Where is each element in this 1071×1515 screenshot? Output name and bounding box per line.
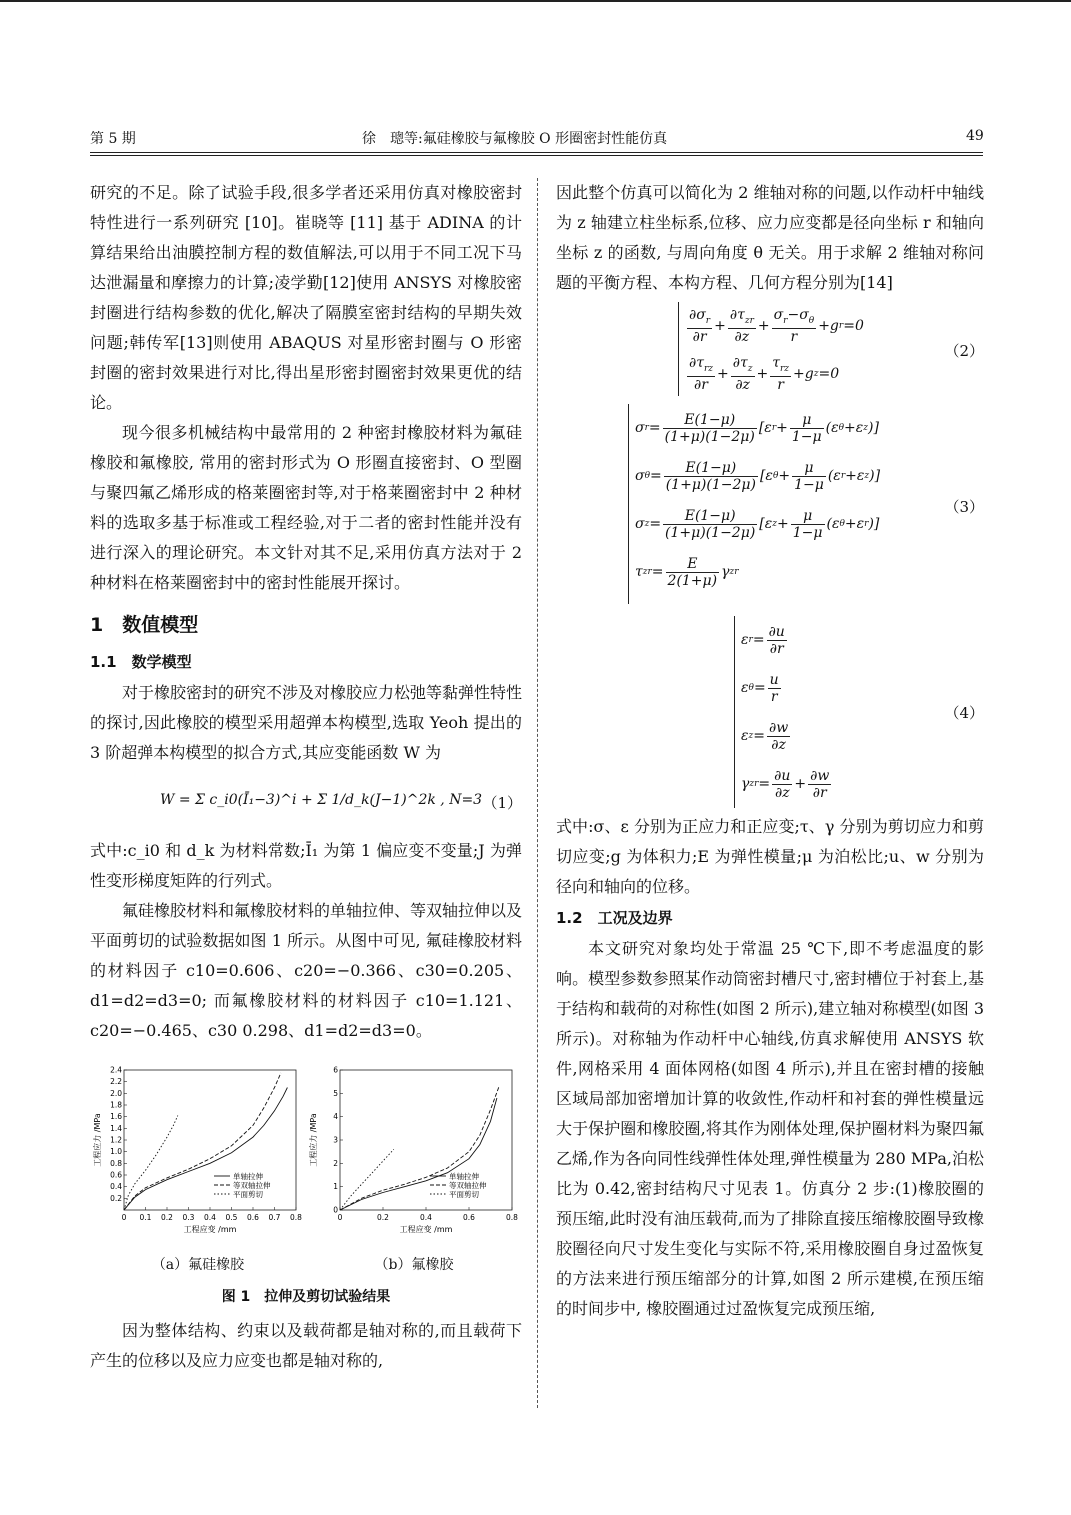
series-line (340, 1149, 394, 1210)
y-tick-label: 1.6 (110, 1112, 122, 1122)
y-tick-label: 0.2 (110, 1193, 122, 1203)
equation-number: （2） (944, 342, 984, 360)
paragraph: 研究的不足。除了试验手段,很多学者还采用仿真对橡胶密封特性进行一系列研究 [10]。崔晓等 [11] 基于 ADINA 的计算结果给出油膜控制方程的数值解法,可以用于不同工况下马达泄漏量和摩擦力的计算;凌学勤[12]使用 ANSYS 对橡胶密封圈进行结构参数的优化,解决了隔膜室密封结构的早期失效问题;韩传军[13]则使用 ABAQUS 对星形密封圈与 O 形密封圈的密封效果进行对比,得出星形密封圈密封效果更优的结论。 (90, 183, 522, 412)
x-tick-label: 0 (337, 1213, 343, 1222)
equation-4-line-3: ε z = $\frac{\partial w}{\partial z}$ (741, 719, 789, 753)
legend-label: 单轴拉伸 (233, 1172, 263, 1181)
equation-3 (556, 404, 984, 608)
subsection-heading: 1.1 数学模型 (90, 653, 192, 671)
right-column (556, 178, 984, 1324)
y-tick-label: 4 (333, 1112, 338, 1122)
equation-3-line-2: σ θ = $\frac{E(1-\mu)}{(1+\mu)(1-2\mu)}$ [ε θ + $\frac{\mu}{1-\mu}$ (ε r +ε z )] (635, 459, 881, 493)
equation-4-line-1: ε r = $\frac{\partial u}{\partial r}$ (741, 623, 785, 657)
x-tick-label: 0.7 (268, 1213, 281, 1222)
equation-2 (556, 302, 984, 398)
subfigure-caption-b: （b）氟橡胶 (374, 1257, 454, 1273)
header-rule-2 (90, 155, 983, 156)
section-heading: 1 数值模型 (90, 614, 199, 636)
equation-1 (90, 774, 522, 836)
x-tick-label: 0.5 (225, 1213, 238, 1222)
subsection-heading: 1.2 工况及边界 (556, 909, 673, 927)
x-tick-label: 0 (121, 1213, 127, 1222)
y-tick-label: 5 (333, 1088, 338, 1098)
equation-3-line-1: σ r = $\frac{E(1-\mu)}{(1+\mu)(1-2\mu)}$ [ε r + $\frac{\mu}{1-\mu}$ (ε θ +ε z )] (635, 411, 879, 445)
chart-fluorosilicone (90, 1062, 306, 1252)
series-line (124, 1116, 178, 1211)
header-rule (90, 152, 983, 153)
paragraph: 式中:c_i0 和 d_k 为材料常数;Ī₁ 为第 1 偏应变不变量;J 为弹性变形梯度矩阵的行列式。 (90, 841, 522, 890)
subfigure-caption-a: （a）氟硅橡胶 (151, 1257, 245, 1273)
y-tick-label: 3 (333, 1135, 338, 1145)
y-tick-label: 1.2 (110, 1135, 122, 1145)
paragraph: 式中:σ、ε 分别为正应力和正应变;τ、γ 分别为剪切应力和剪切应变;g 为体积力;E 为弹性模量;μ 为泊松比;u、w 分别为径向和轴向的位移。 (556, 817, 984, 896)
figure-caption: 图 1 拉伸及剪切试验结果 (221, 1289, 391, 1305)
y-tick-label: 2.4 (110, 1065, 122, 1075)
legend-label: 等双轴拉伸 (449, 1181, 487, 1190)
y-tick-label: 6 (333, 1065, 338, 1075)
equation-2-brace (678, 302, 864, 396)
equation-2-line-1: $\frac{\partial\sigma_r}{\partial r}$ + $\frac{\partial\tau_{zr}}{\partial z}$ + $\frac{\sigma_r-\sigma_\theta}{r}$ +g r =0 (689, 306, 864, 346)
y-tick-label: 2.0 (110, 1088, 122, 1098)
paragraph: 对于橡胶密封的研究不涉及对橡胶应力松弛等黏弹性特性的探讨,因此橡胶的模型采用超弹本构模型,选取 Yeoh 提出的 3 阶超弹本构模型的拟合方式,其应变能函数 W 为 (90, 683, 523, 762)
x-tick-label: 0.6 (463, 1213, 475, 1222)
paragraph: 因为整体结构、约束以及载荷都是轴对称的,而且载荷下产生的位移以及应力应变也都是轴对称的, (90, 1321, 522, 1370)
x-tick-label: 0.8 (290, 1213, 302, 1222)
y-tick-label: 1.4 (110, 1123, 122, 1133)
y-tick-label: 2.2 (110, 1077, 122, 1087)
x-tick-label: 0.1 (139, 1213, 152, 1222)
paragraph: 本文研究对象均处于常温 25 ℃下,即不考虑温度的影响。模型参数参照某作动筒密封槽尺寸,密封槽位于衬套上,基于结构和载荷的对称性(如图 2 所示),建立轴对称模型(如图 3 所示)。对称轴为作动杆中心轴线,仿真求解使用 ANSYS 软件,网格采用 4 面体网格(如图 4 所示),并且在密封槽的接触区域局部加密增加计算的收敛性,作动杆和衬套的弹性模量远大于保护圈和橡胶圈,将其作为刚体处理,保护圈材料为聚四氟乙烯,作为各向同性线弹性体处理,弹性模量为 280 MPa,泊松比为 0.42,密封结构尺寸见表 1。仿真分 2 步:(1)橡胶圈的预压缩,此时没有油压载荷,而为了排除直接压缩橡胶圈导致橡胶圈径向尺寸发生变化与实际不符,采用橡胶圈自身过盈恢复的方法来进行预压缩部分的计算,如图 2 所示建模,在预压缩的时间步中, 橡胶圈通过过盈恢复完成预压缩, (556, 939, 984, 1318)
paragraph: 现今很多机械结构中最常用的 2 种密封橡胶材料为氟硅橡胶和氟橡胶, 常用的密封形式为 O 形圈直接密封、O 型圈与聚四氟乙烯形成的格莱圈密封等,对于格莱圈密封中 2 种材料的选取多基于标准或工程经验,对于二者的密封性能并没有进行深入的理论研究。本文针对其不足,采用仿真方法对于 2 种材料在格莱圈密封中的密封性能展开探讨。 (90, 423, 522, 592)
y-tick-label: 1.8 (110, 1100, 122, 1110)
paragraph: 氟硅橡胶材料和氟橡胶材料的单轴拉伸、等双轴拉伸以及平面剪切的试验数据如图 1 所示。从图中可见, 氟硅橡胶材料的材料因子 c10=0.606、c20=−0.366、c30=0.205、d1=d2=d3=0; 而氟橡胶材料的材料因子 c10=1.121、c20=−0.465、c30 0.298、d1=d2=d3=0。 (90, 901, 523, 1040)
y-axis-label: 工程应力 /MPa (309, 1113, 318, 1167)
y-tick-label: 0.4 (110, 1182, 122, 1192)
equation-3-line-4: τ zr = $\frac{E}{2(1+\mu)}$ γ zr (635, 555, 739, 589)
left-column (90, 178, 522, 1376)
page-number: 49 (966, 128, 984, 144)
y-tick-label: 1.0 (110, 1147, 122, 1157)
running-title: 徐 璁等:氟硅橡胶与氟橡胶 O 形圈密封性能仿真 (362, 131, 668, 147)
x-tick-label: 0.6 (247, 1213, 259, 1222)
equation-4-line-2: ε θ = $\frac{u}{r}$ (741, 671, 779, 705)
y-tick-label: 1 (333, 1182, 338, 1192)
equation-number: （4） (944, 704, 984, 722)
legend-label: 平面剪切 (449, 1190, 479, 1199)
x-axis-label: 工程应变 /mm (399, 1225, 453, 1234)
column-separator (537, 178, 538, 1408)
equation-4 (556, 616, 984, 812)
legend-label: 单轴拉伸 (449, 1172, 479, 1181)
issue-number: 第 5 期 (90, 131, 136, 147)
paragraph: 因此整个仿真可以简化为 2 维轴对称的问题,以作动杆中轴线为 z 轴建立柱坐标系,位移、应力应变都是径向坐标 r 和轴向坐标 z 的函数, 与周向角度 θ 无关。用于求解 2 维轴对称问题的平衡方程、本构方程、几何方程分别为[14] (556, 183, 984, 292)
x-tick-label: 0.4 (420, 1213, 432, 1222)
x-tick-label: 0.3 (182, 1213, 195, 1222)
equation-1-body: W = Σ c_i0(Ī₁−3)^i + Σ 1/d_k(J−1)^2k , N=3 (160, 792, 483, 808)
equation-4-brace (734, 616, 833, 808)
legend-label: 平面剪切 (233, 1190, 263, 1199)
x-tick-label: 0.4 (204, 1213, 216, 1222)
y-tick-label: 0.8 (110, 1158, 122, 1168)
equation-3-line-3: σ z = $\frac{E(1-\mu)}{(1+\mu)(1-2\mu)}$ [ε z + $\frac{\mu}{1-\mu}$ (ε θ +ε r )] (635, 507, 880, 541)
figure-1 (90, 1062, 522, 1312)
equation-2-line-2: $\frac{\partial\tau_{rz}}{\partial r}$ + $\frac{\partial\tau_z}{\partial z}$ + $\frac{\tau_{rz}}{r}$ +g z =0 (689, 354, 840, 394)
y-tick-label: 2 (333, 1158, 338, 1168)
equation-4-line-4: γ zr = $\frac{\partial u}{\partial z}$ + $\frac{\partial w}{\partial r}$ (741, 767, 830, 801)
x-tick-label: 0.8 (506, 1213, 518, 1222)
top-border (0, 0, 1071, 2)
chart-fluororubber (306, 1062, 522, 1252)
equation-number: （1） (482, 794, 522, 812)
y-tick-label: 0 (333, 1205, 338, 1215)
x-axis-label: 工程应变 /mm (183, 1225, 237, 1234)
x-tick-label: 0.2 (377, 1213, 389, 1222)
y-axis-label: 工程应力 /MPa (93, 1113, 102, 1167)
legend-label: 等双轴拉伸 (233, 1181, 271, 1190)
y-tick-label: 0.6 (110, 1170, 122, 1180)
equation-3-brace (628, 404, 880, 604)
equation-number: （3） (944, 498, 984, 516)
x-tick-label: 0.2 (161, 1213, 173, 1222)
